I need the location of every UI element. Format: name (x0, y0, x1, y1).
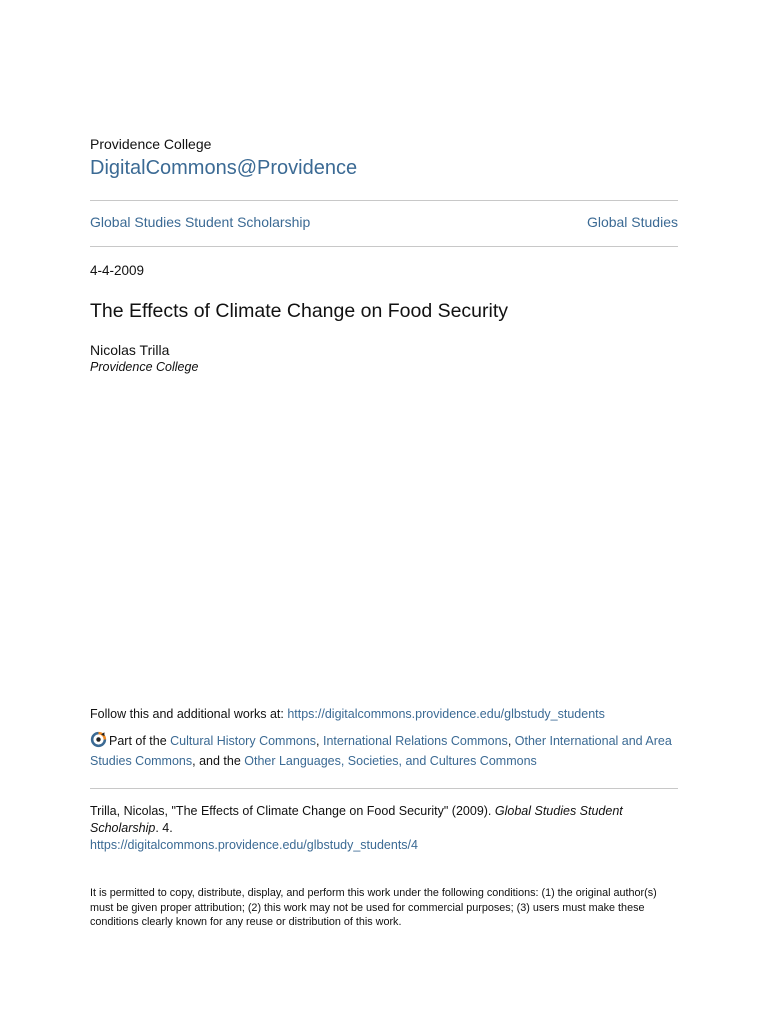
permission-statement: It is permitted to copy, distribute, display, and perform this work under the following conditions: (1) the original author(s) must be given proper attribution; (2) this work may not be used for commercial purposes; (3) users must make these conditions clearly known for any reuse or distribution of this work. (90, 887, 657, 928)
citation-url-link[interactable]: https://digitalcommons.providence.edu/glbstudy_students/4 (90, 838, 418, 852)
paper-title: The Effects of Climate Change on Food Security (90, 300, 509, 322)
cover-page (90, 0, 678, 1024)
series-link[interactable]: Global Studies Student Scholarship (90, 214, 311, 230)
author-affiliation: Providence College (90, 360, 199, 374)
separator: , (507, 734, 515, 748)
series-row (90, 214, 678, 230)
institution-name: Providence College (90, 136, 212, 152)
commons-link-other-languages[interactable]: Other Languages, Societies, and Cultures Commons (244, 754, 537, 768)
divider-bottom (90, 788, 678, 789)
commons-link-other-international[interactable]: Other International and Area Studies Commons (90, 734, 672, 768)
author-name: Nicolas Trilla (90, 342, 170, 358)
citation-series: Global Studies Student Scholarship (90, 804, 623, 835)
citation-main: Trilla, Nicolas, "The Effects of Climate Change on Food Security" (2009). (90, 804, 495, 818)
part-of-prefix: Part of the (109, 734, 171, 748)
divider-top (90, 200, 678, 201)
separator: , and the (192, 754, 245, 768)
separator: , (316, 734, 323, 748)
citation-text (90, 803, 678, 837)
open-access-icon (90, 731, 107, 748)
follow-line (90, 707, 605, 721)
collection-url-link[interactable]: https://digitalcommons.providence.edu/glbstudy_students (287, 707, 605, 721)
commons-link-cultural-history[interactable]: Cultural History Commons (170, 734, 317, 748)
repository-link[interactable]: DigitalCommons@Providence (90, 157, 358, 179)
divider-middle (90, 246, 678, 247)
department-link[interactable]: Global Studies (586, 214, 678, 230)
part-of-line (90, 731, 682, 771)
publication-date: 4-4-2009 (90, 263, 145, 278)
citation-number: . 4. (155, 821, 173, 835)
follow-prefix: Follow this and additional works at: (90, 707, 288, 721)
commons-link-international-relations[interactable]: International Relations Commons (322, 734, 508, 748)
